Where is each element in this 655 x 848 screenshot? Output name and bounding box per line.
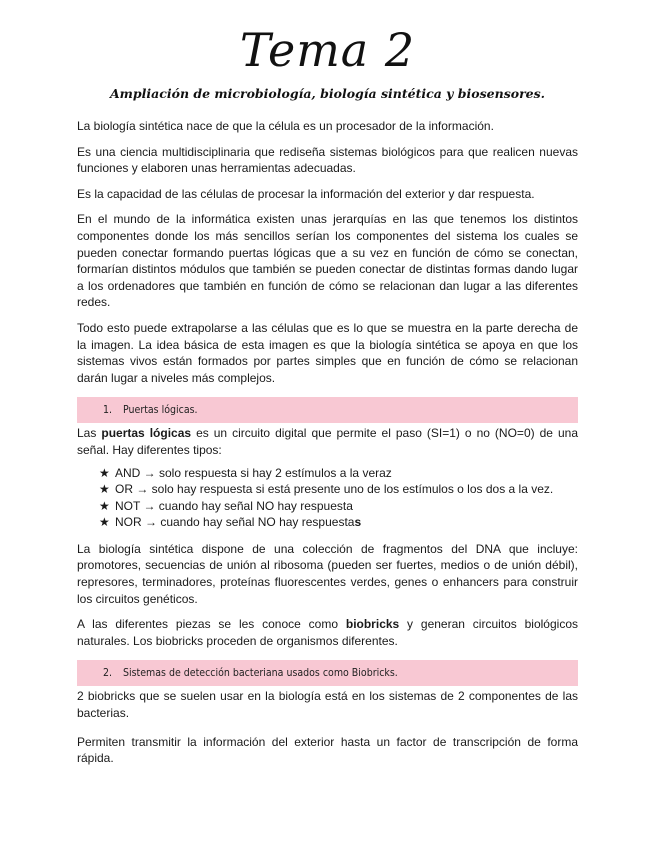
list-item-text: NOT → cuando hay señal NO hay respuesta	[115, 498, 353, 513]
section-heading-text: Puertas lógicas.	[123, 404, 198, 417]
star-bullet-icon: ★	[99, 498, 110, 513]
intro-paragraph-2: Es una ciencia multidisciplinaria que rediseña sistemas biológicos para que realicen nuevas funciones y elaboren unas herramientas adecuadas.	[77, 144, 578, 176]
section2-paragraph-2: Permiten transmitir la información del exterior hasta un factor de transcripción de forma rápida.	[77, 734, 578, 766]
intro-paragraph-4: En el mundo de la informática existen unas jerarquías en las que tenemos los distintos componentes donde los más sencillos serían los componentes del sistema los cuales se pueden conectar formando puertas lógicas que a su vez en función de cómo se conectan, formarían distintos módulos que también se pueden conectar de distintas formas dando lugar a los ordenadores que también en función de cómo se relacionan dan lugar a las diferentes redes.	[77, 212, 578, 310]
intro-paragraph-1: La biología sintética nace de que la célula es un procesador de la información.	[77, 119, 494, 133]
section-heading-text: Sistemas de detección bacteriana usados como Biobricks.	[123, 667, 398, 680]
list-item-text: OR → solo hay respuesta si está presente uno de los estímulos o los dos a la vez.	[115, 482, 554, 497]
intro-paragraph-5: Todo esto puede extrapolarse a las células que es lo que se muestra en la parte derecha de la imagen. La idea básica de esta imagen es que la biología sintética se apoya en que los sistemas vivos están formados por partes simples que en función de cómo se relacionan darán lugar a niveles más complejos.	[77, 320, 578, 385]
intro-paragraph-3: Es la capacidad de las células de procesar la información del exterior y dar respuesta.	[77, 186, 535, 201]
list-item-text: NOR → cuando hay señal NO hay respuesta	[115, 515, 355, 530]
page-title: Tema 2	[239, 23, 416, 77]
list-item	[99, 481, 578, 498]
bold-term: biobricks	[345, 617, 400, 632]
list-item	[99, 514, 578, 531]
text-run: Las	[77, 426, 102, 441]
section1-paragraph-1	[77, 425, 578, 458]
page-subtitle: Ampliación de microbiología, biología sintética y biosensores.	[109, 86, 546, 101]
section-heading-sistemas-deteccion	[77, 660, 578, 686]
bold-letter: s	[354, 515, 362, 530]
section2-paragraph-1: 2 biobricks que se suelen usar en la biología está en los sistemas de 2 componentes de las bacterias.	[77, 689, 578, 721]
text-run: es un circuito digital que permite el paso (SI=1) o no (NO=0) de una señal. Hay diferentes tipos:	[77, 426, 578, 457]
section-heading-puertas-logicas	[77, 397, 578, 423]
list-item-text: AND → solo respuesta si hay 2 estímulos a la veraz	[115, 465, 392, 480]
text-run: A las diferentes piezas se les conoce como	[77, 617, 346, 632]
section1-paragraph-3	[77, 616, 578, 649]
list-item	[99, 498, 578, 515]
section1-paragraph-2: La biología sintética dispone de una colección de fragmentos del DNA que incluye: promotores, secuencias de unión al ribosoma (pueden ser fuertes, medios o de unión débil), represores, terminadores, proteínas fluorescentes verdes, genes o enhancers para construir los circuitos genéticos.	[77, 541, 578, 606]
star-bullet-icon: ★	[99, 515, 110, 530]
star-bullet-icon: ★	[99, 482, 110, 497]
section-number: 2.	[103, 667, 113, 680]
logic-gate-list	[77, 465, 578, 531]
text-run: y generan circuitos biológicos naturales. Los biobricks proceden de organismos diferentes.	[77, 617, 578, 648]
document-body	[77, 118, 578, 776]
section-number: 1.	[103, 404, 113, 417]
list-item	[99, 465, 578, 482]
star-bullet-icon: ★	[99, 465, 110, 480]
bold-term: puertas lógicas	[101, 426, 192, 441]
